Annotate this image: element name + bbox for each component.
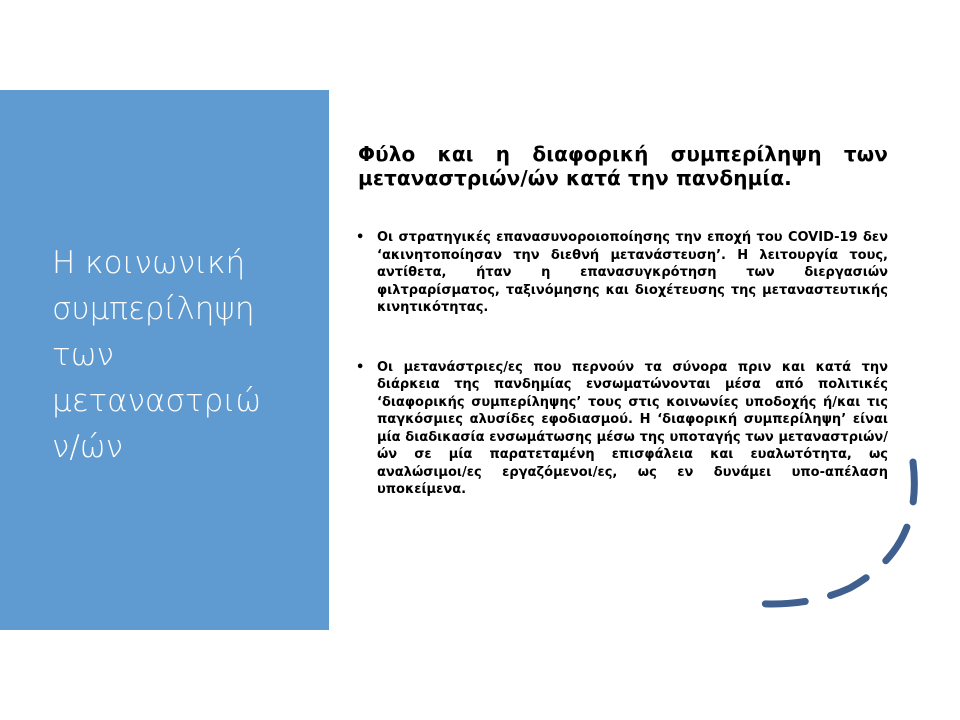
bullet-text-2: Οι μετανάστριες/ες που περνούν τα σύνορα πριν και κατά την διάρκεια της πανδημίας ενσωματώνονται μέσα από πολιτικές ‘διαφορικής συμπερίληψης’ τους στις κοινωνίες υποδοχής ή/και τις παγκόσμιες αλυσίδες εφοδιασμού. Η ‘διαφορική συμπερίληψη’ είναι μία διαδικασία ενσωμάτωσης μέσω της υποταγής των μεταναστριών/ών σε μία παρατεταμένη επισφάλεια και ευαλωτότητα, ως αναλώσιμοι/ες εργαζόμενοι/ες, ως εν δυνάμει υπο-απέλαση υποκείμενα. bbox=[377, 359, 888, 497]
bullet-text-1: Οι στρατηγικές επανασυνοροιοποίησης την εποχή του COVID-19 δεν ‘ακινητοποίησαν την διεθνή μετανάστευση’. Η λειτουργία τους, αντίθετα, ήταν η επανασυγκρότηση των διεργασιών φιλτραρίσματος, ταξινόμησης και διοχέτευσης της μεταναστευτικής κινητικότητας. bbox=[377, 230, 888, 315]
bullet-item-1 bbox=[356, 229, 888, 317]
bullet-icon: • bbox=[356, 359, 365, 375]
dashed-arc-decoration bbox=[730, 440, 960, 630]
slide-title: Η κοινωνική συμπερίληψη των μεταναστριώ ν/ών bbox=[52, 245, 262, 465]
bullet-icon: • bbox=[356, 230, 365, 245]
content-heading: Φύλο και η διαφορική συμπερίληψη των μεταναστριών/ών κατά την πανδημία. bbox=[358, 142, 888, 190]
